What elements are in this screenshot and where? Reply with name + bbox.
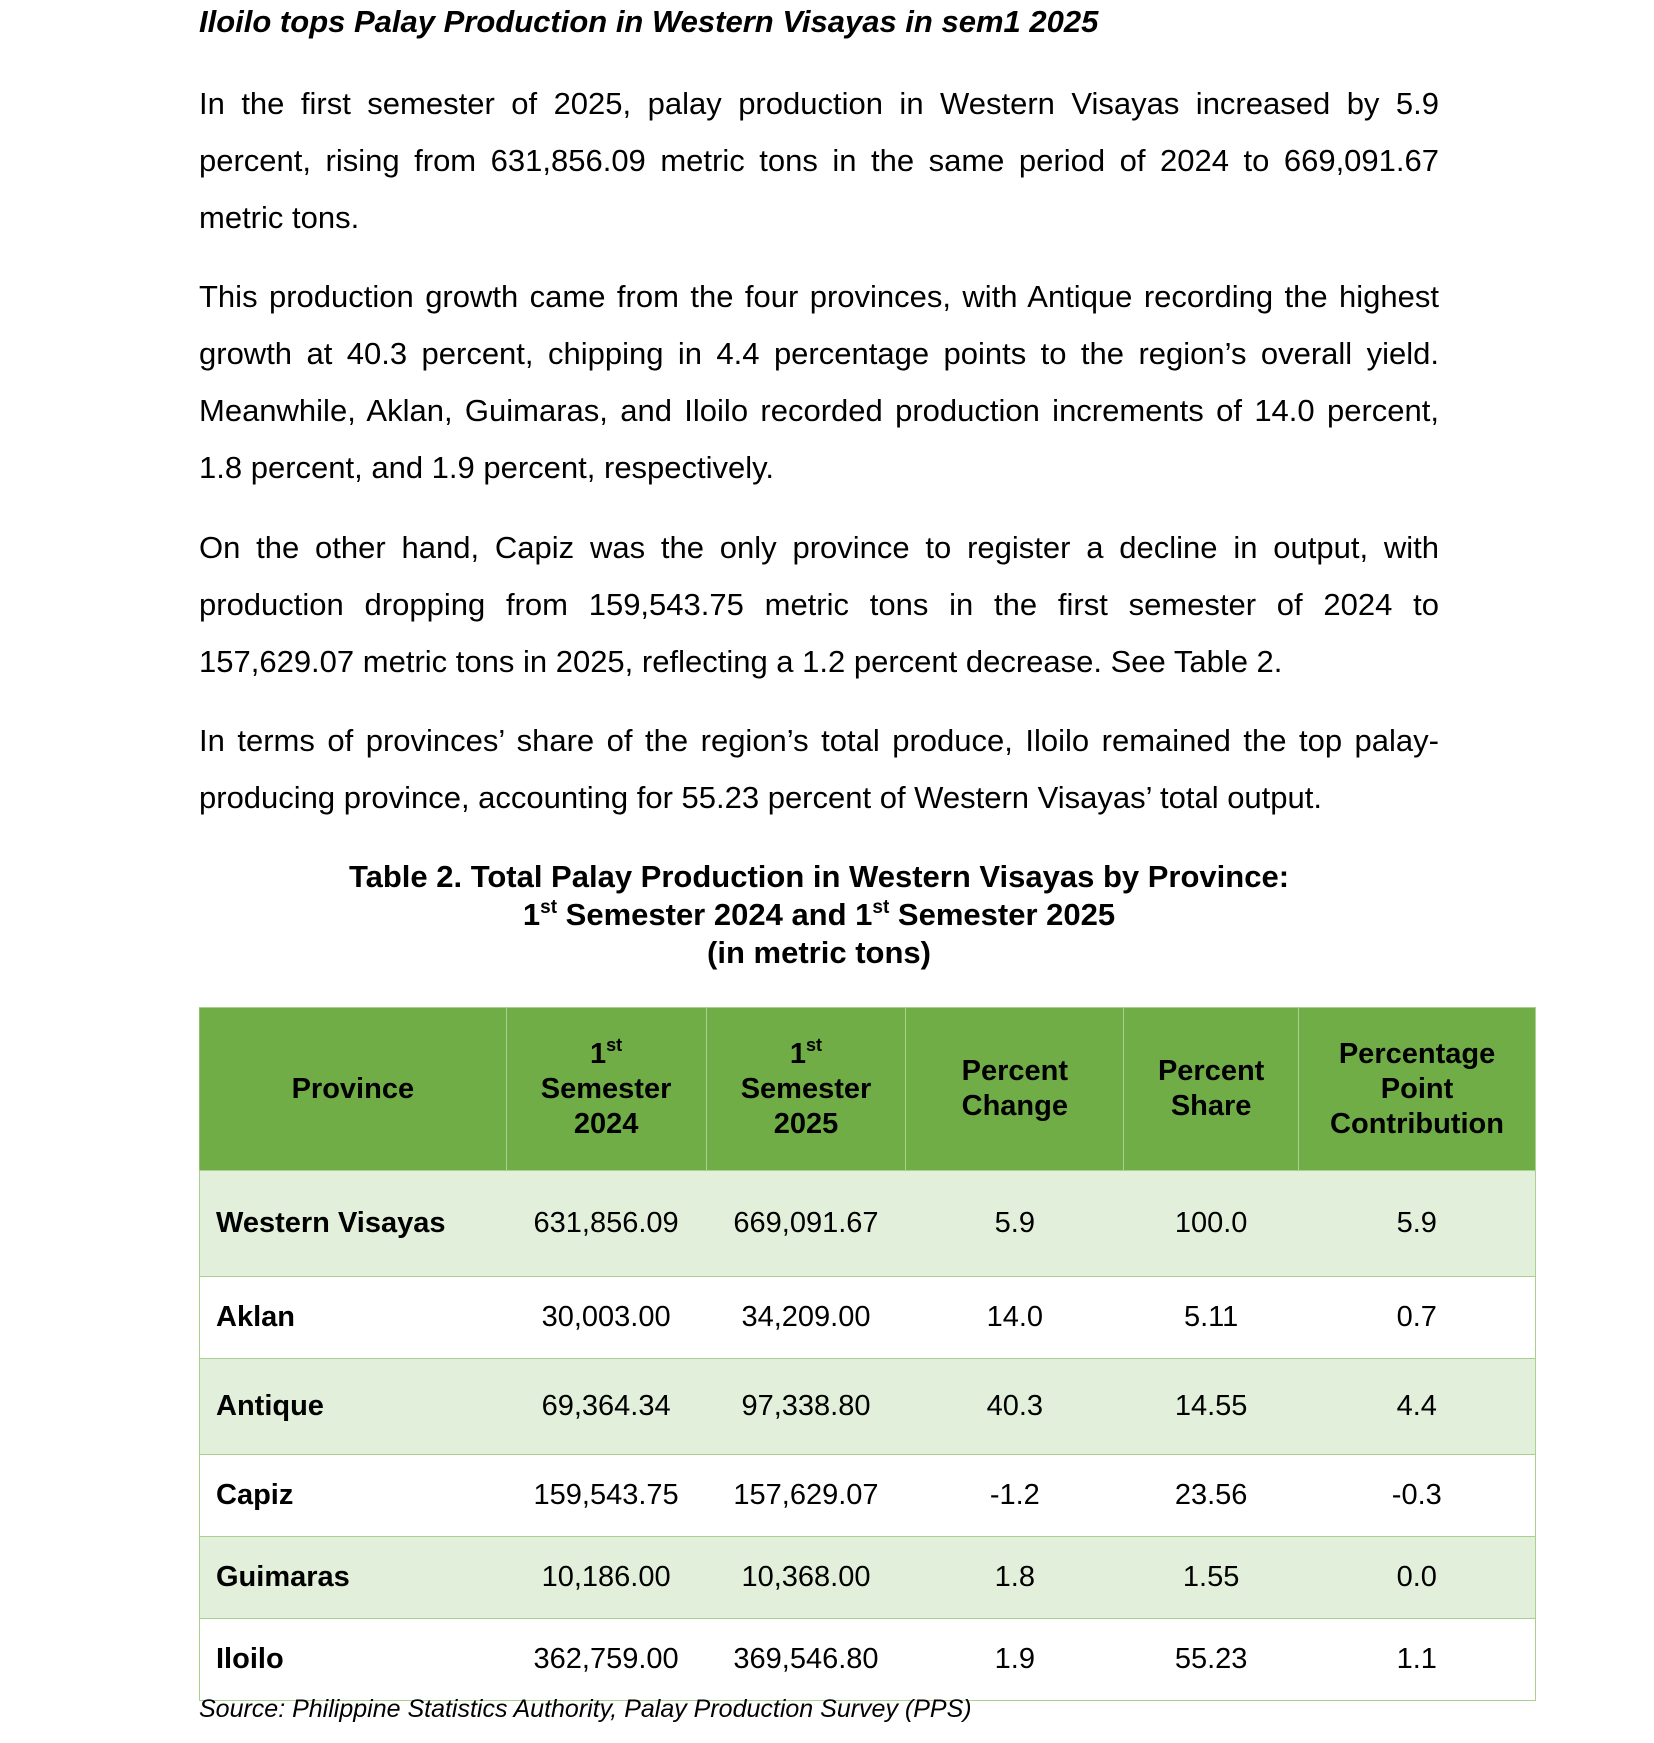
paragraph-1: In the first semester of 2025, palay production in Western Visayas increased by 5.9 percent, rising from 631,856.09 metric tons in the same period of 2024 to 669,091.67 metric tons. xyxy=(199,86,1439,235)
cell-percent-share: 23.56 xyxy=(1124,1455,1299,1537)
cell-sem-2024: 159,543.75 xyxy=(506,1455,706,1537)
table-title-ordinal-1: 1 xyxy=(522,897,541,932)
cell-percent-change: 1.9 xyxy=(906,1619,1124,1701)
header-percentage-point-contribution: Percentage Point Contribution xyxy=(1299,1008,1536,1171)
cell-percent-share: 5.11 xyxy=(1124,1277,1299,1359)
cell-sem-2025: 669,091.67 xyxy=(706,1171,906,1277)
header-percent-share: Percent Share xyxy=(1124,1008,1299,1171)
paragraph-2: This production growth came from the four provinces, with Antique recording the highest growth at 40.3 percent, chipping in 4.4 percentage points to the region’s overall yield. Meanwhile, Aklan, Guimaras, and Iloilo recorded production increments of 14.0 percent, 1.8 percent, and 1.9 percent, respectively. xyxy=(199,279,1439,485)
table-row xyxy=(200,1171,1536,1277)
table-title-ordinal-sup-2: st xyxy=(872,897,890,918)
cell-province: Iloilo xyxy=(200,1619,507,1701)
table-row xyxy=(200,1359,1536,1455)
table-title-line-2 xyxy=(199,896,1439,934)
header-sem-2024: 1st Semester 2024 xyxy=(506,1008,706,1171)
cell-province: Antique xyxy=(200,1359,507,1455)
cell-sem-2024: 10,186.00 xyxy=(506,1537,706,1619)
cell-sem-2025: 157,629.07 xyxy=(706,1455,906,1537)
cell-percent-share: 100.0 xyxy=(1124,1171,1299,1277)
cell-sem-2024: 30,003.00 xyxy=(506,1277,706,1359)
production-table xyxy=(199,1007,1536,1701)
cell-sem-2025: 34,209.00 xyxy=(706,1277,906,1359)
cell-percent-change: 5.9 xyxy=(906,1171,1124,1277)
table-row xyxy=(200,1455,1536,1537)
cell-percent-share: 14.55 xyxy=(1124,1359,1299,1455)
table-title-line-3: (in metric tons) xyxy=(707,935,931,970)
cell-percent-share: 1.55 xyxy=(1124,1537,1299,1619)
cell-percent-change: 40.3 xyxy=(906,1359,1124,1455)
paragraph-4: In terms of provinces’ share of the region’s total produce, Iloilo remained the top palay-producing province, accounting for 55.23 percent of Western Visayas’ total output. xyxy=(199,723,1439,815)
cell-ppc: 0.0 xyxy=(1299,1537,1536,1619)
table-row xyxy=(200,1619,1536,1701)
cell-ppc: 1.1 xyxy=(1299,1619,1536,1701)
table-title-mid: Semester 2024 and 1 xyxy=(557,897,873,932)
cell-sem-2025: 97,338.80 xyxy=(706,1359,906,1455)
table-title-ordinal-sup-1: st xyxy=(540,897,558,918)
cell-ppc: 4.4 xyxy=(1299,1359,1536,1455)
table-title-line-1: Table 2. Total Palay Production in Western Visayas by Province: xyxy=(348,859,1290,894)
cell-province: Capiz xyxy=(200,1455,507,1537)
cell-percent-change: -1.2 xyxy=(906,1455,1124,1537)
table-header-row xyxy=(200,1008,1536,1171)
cell-sem-2025: 369,546.80 xyxy=(706,1619,906,1701)
table-row xyxy=(200,1537,1536,1619)
header-sem-2025: 1st Semester 2025 xyxy=(706,1008,906,1171)
cell-ppc: -0.3 xyxy=(1299,1455,1536,1537)
cell-sem-2024: 631,856.09 xyxy=(506,1171,706,1277)
table-row xyxy=(200,1277,1536,1359)
cell-sem-2024: 362,759.00 xyxy=(506,1619,706,1701)
cell-province: Guimaras xyxy=(200,1537,507,1619)
cell-sem-2024: 69,364.34 xyxy=(506,1359,706,1455)
table-title xyxy=(199,858,1439,972)
paragraph-3: On the other hand, Capiz was the only province to register a decline in output, with production dropping from 159,543.75 metric tons in the first semester of 2024 to 157,629.07 metric tons in 2025, reflecting a 1.2 percent decrease. See Table 2. xyxy=(199,530,1439,679)
cell-percent-change: 14.0 xyxy=(906,1277,1124,1359)
cell-percent-change: 1.8 xyxy=(906,1537,1124,1619)
header-province: Province xyxy=(200,1008,507,1171)
cell-ppc: 5.9 xyxy=(1299,1171,1536,1277)
cell-province: Aklan xyxy=(200,1277,507,1359)
table-source-note: Source: Philippine Statistics Authority, Palay Production Survey (PPS) xyxy=(199,1695,972,1723)
cell-ppc: 0.7 xyxy=(1299,1277,1536,1359)
cell-province: Western Visayas xyxy=(200,1171,507,1277)
table-title-end: Semester 2025 xyxy=(889,897,1116,932)
header-percent-change: Percent Change xyxy=(906,1008,1124,1171)
cell-sem-2025: 10,368.00 xyxy=(706,1537,906,1619)
article-heading: Iloilo tops Palay Production in Western Visayas in sem1 2025 xyxy=(199,4,1099,39)
cell-percent-share: 55.23 xyxy=(1124,1619,1299,1701)
